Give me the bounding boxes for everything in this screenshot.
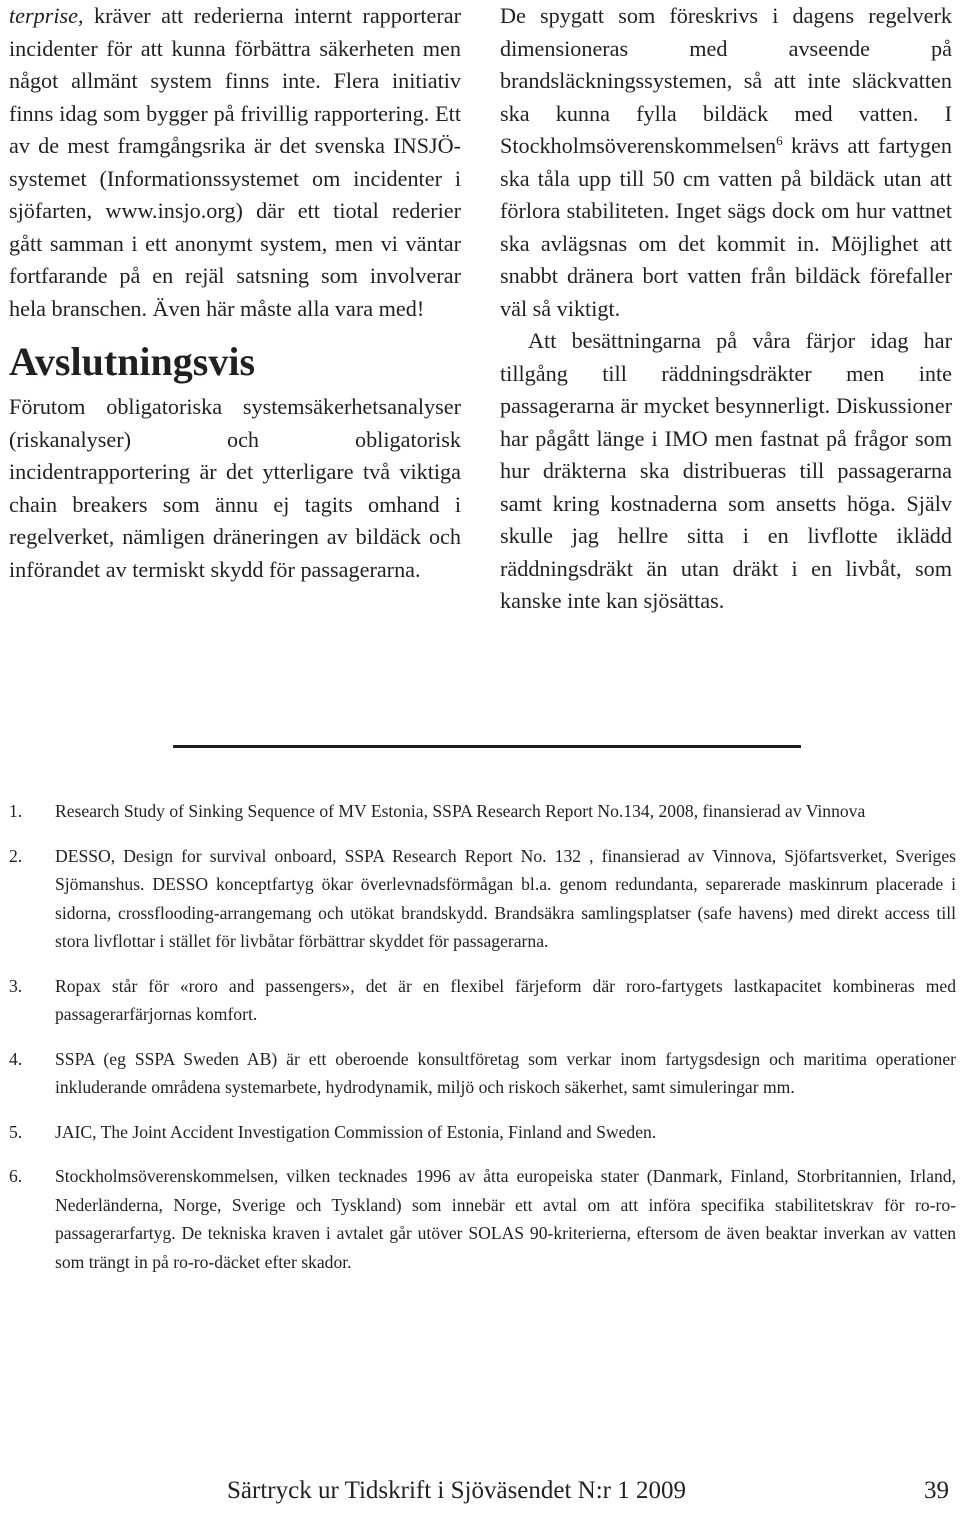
footnote-number: 4. (9, 1048, 23, 1069)
footnote-number: 2. (9, 845, 23, 866)
footnote-item (9, 842, 956, 956)
footnote-text: DESSO, Design for survival onboard, SSPA Research Report No. 132 , finansierad av Vinnova, Sjöfartsverket, Sveriges Sjömanshus. DESSO konceptfartyg ökar överlevnadsförmågan bl.a. genom redundanta, separerade maskinrum placerade i sidorna, crossflooding-arrangemang och utökat brandskydd. Brandsäkra samlingsplatser (safe havens) med direkt access till stora livflottar i stället för livbåtar förbättrar skyddet för passagerarna. (55, 845, 956, 951)
footnote-number: 6. (9, 1166, 23, 1186)
page-number: 39 (924, 1477, 949, 1504)
footnote-item (9, 972, 956, 1029)
footnotes (9, 797, 956, 1292)
right-paragraph-1: De spygatt som föreskrivs i dagens regelverk dimensioneras med avseende på brandsläckningssystemen, så att inte släckvatten ska kunna fylla bildäck med vatten. I Stockholmsöverenskommelsen$^6$ krävs att fartygen ska tåla upp till 50 cm vatten på bildäck utan att förlora stabiliteten. Inget sägs dock om hur vattnet ska avlägsnas om det kommit in. Möjlighet att snabbt dränera bort vatten från bildäck förefaller väl så viktigt. (500, 3, 952, 321)
footnote-item (9, 1162, 956, 1276)
footnote-number: 1. (9, 801, 23, 821)
footnote-text: JAIC, The Joint Accident Investigation Commission of Estonia, Finland and Sweden. (55, 1121, 657, 1142)
left-paragraph-2: Förutom obligatoriska systemsäkerhetsanalyser (riskanalyser) och obligatorisk incidentrapportering är det ytterligare två viktiga chain breakers som ännu ej tagits omhand i regelverket, nämligen dräneringen av bildäck och införandet av termiskt skydd för passagerarna. (9, 394, 461, 582)
right-paragraph-2: Att besättningarna på våra färjor idag har tillgång till räddningsdräkter men inte passagerarna är mycket besynnerligt. Diskussioner har pågått länge i IMO men fastnat på frågor som hur dräkterna ska distribueras till passagerarna samt kring kostnaderna som ansetts höga. Själv skulle jag hellre sitta i en livflotte iklädd räddningsdräkt än utan dräkt i en livbåt, som kanske inte kan sjösättas. (500, 328, 952, 613)
continued-italic-word: terprise (9, 3, 79, 28)
footnote-text: Research Study of Sinking Sequence of MV Estonia, SSPA Research Report No.134, 2008, finansierad av Vinnova (55, 801, 866, 821)
left-column (9, 0, 461, 586)
left-paragraph-1 (9, 0, 461, 325)
footnote-number: 3. (9, 975, 23, 996)
section-heading: Avslutningsvis (9, 339, 256, 384)
footnote-ref-6[interactable]: 6 (776, 133, 783, 148)
footnote-item (9, 797, 956, 826)
left-paragraph-1-text: , kräver att rederierna internt rapporterar incidenter för att kunna förbättra säkerheten men något allmänt system finns inte. Flera initiativ finns idag som bygger på frivillig rapportering. Ett av de mest framgångsrika är det svenska INSJÖ-systemet (Informationssystemet om incidenter i sjöfarten, www.insjo.org) där ett tiotal rederier gått samman i ett anonymt system, men vi väntar fortfarande på en rejäl satsning som involverar hela branschen. Även här måste alla vara med! (9, 3, 461, 321)
right-column (500, 0, 952, 618)
footnote-divider (173, 745, 801, 748)
footnote-item (9, 1118, 956, 1147)
footnote-number: 5. (9, 1121, 23, 1142)
footnote-text: SSPA (eg SSPA Sweden AB) är ett oberoende konsultföretag som verkar inom fartygsdesign och maritima operationer inkluderande områdena systemarbete, hydrodynamik, miljö och riskoch säkerhet, samt simuleringar mm. (55, 1048, 956, 1097)
footnote-text: Stockholmsöverenskommelsen, vilken tecknades 1996 av åtta europeiska stater (Danmark, Finland, Storbritannien, Irland, Nederländerna, Norge, Sverige och Tyskland) som innebär ett avtal om att införa specifika stabilitetskrav för ro-ro-passagerarfartyg. De tekniska kraven i avtalet går utöver SOLAS 90-kriterierna, eftersom de även beaktar inverkan av vatten som trängt in på ro-ro-däcket efter skador. (55, 1166, 956, 1272)
journal-title: Särtryck ur Tidskrift i Sjöväsendet N:r 1 2009 (227, 1477, 687, 1504)
footnote-text: Ropax står för «roro and passengers», det är en flexibel färjeform där roro-fartygets lastkapacitet kombineras med passagerarfärjornas komfort. (55, 975, 956, 1024)
footnote-item (9, 1045, 956, 1102)
